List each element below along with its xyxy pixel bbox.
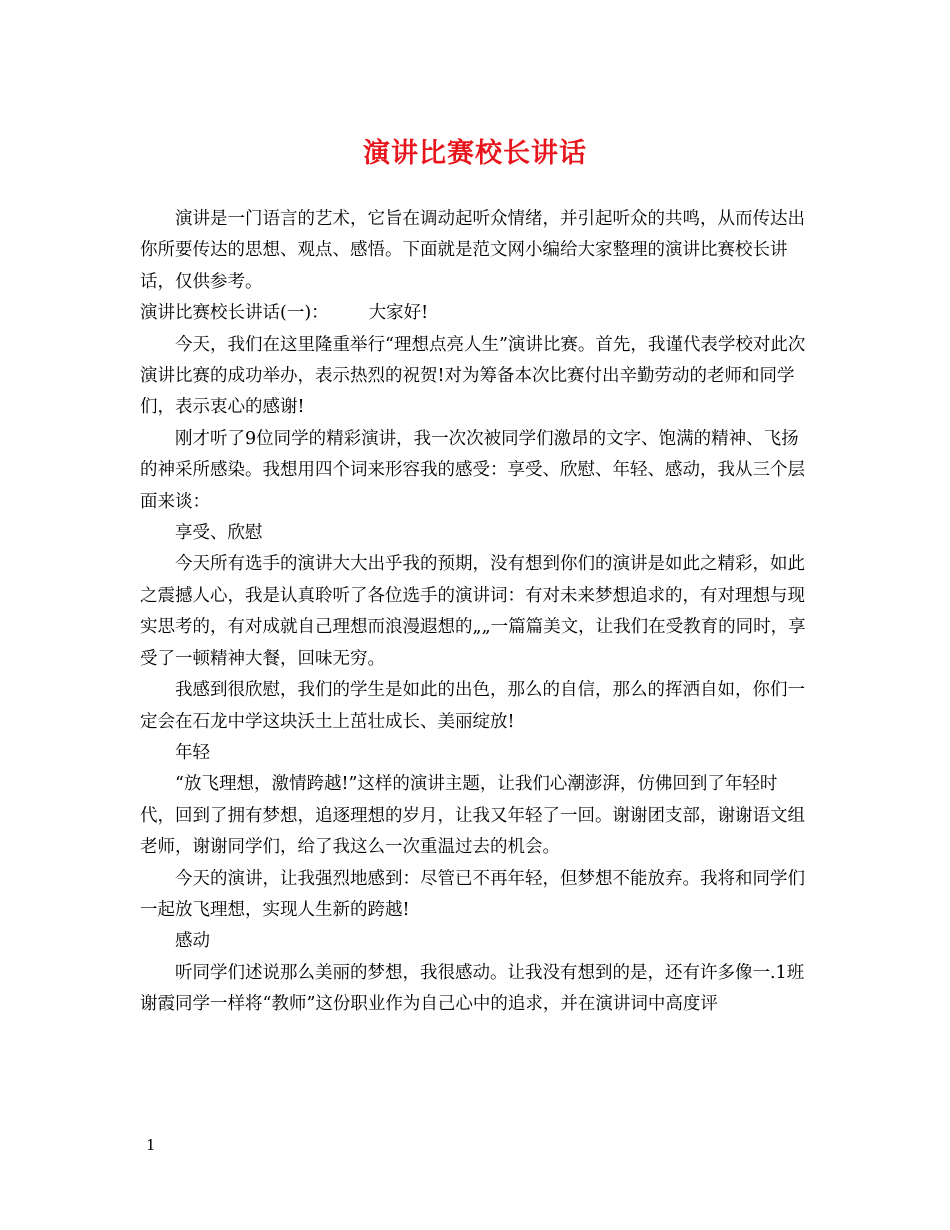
subheading: 年轻 [175,742,210,763]
paragraph: “放飞理想，激情跨越!”这样的演讲主题，让我们心潮澎湃，仿佛回到了年轻时代，回到了拥有梦想，追逐理想的岁月，让我又年轻了一回。谢谢团支部，谢谢语文组老师，谢谢同学们，给了我这么一次重温过去的机会。 [140,774,805,858]
paragraph: 听同学们述说那么美丽的梦想，我很感动。让我没有想到的是，还有许多像一.1班谢霞同学一样将“教师”这份职业作为自己心中的追求，并在演讲词中高度评 [140,962,805,1015]
section-heading: 演讲比赛校长讲话(一)： [140,303,329,324]
paragraph: 刚才听了9位同学的精彩演讲，我一次次被同学们激昂的文字、饱满的精神、飞扬的神采所感染。我想用四个词来形容我的感受：享受、欣慰、年轻、感动，我从三个层面来谈： [140,428,805,512]
subheading: 感动 [175,931,210,952]
paragraph: 今天的演讲，让我强烈地感到：尽管已不再年轻，但梦想不能放弃。我将和同学们一起放飞理想，实现人生新的跨越! [140,868,805,920]
paragraph: 今天所有选手的演讲大大出乎我的预期，没有想到你们的演讲是如此之精彩，如此之震撼人心，我是认真聆听了各位选手的演讲词：有对未来梦想追求的，有对理想与现实思考的，有对成就自己理想而浪漫遐想的„„一篇篇美文，让我们在受教育的同时，享受了一顿精神大餐，回味无穷。 [140,554,806,669]
document-title: 演讲比赛校长讲话 [363,138,587,169]
document-body [140,204,812,1021]
section-heading-line [140,298,812,329]
greeting: 大家好! [368,303,429,324]
subheading: 享受、欣慰 [175,523,263,544]
paragraph: 今天，我们在这里隆重举行“理想点亮人生”演讲比赛。首先，我谨代表学校对此次演讲比赛的成功举办，表示热烈的祝贺!对为筹备本次比赛付出辛勤劳动的老师和同学们，表示衷心的感谢! [140,334,806,418]
paragraph: 我感到很欣慰，我们的学生是如此的出色，那么的自信，那么的挥洒自如，你们一定会在石龙中学这块沃土上茁壮成长、美丽绽放! [140,680,805,732]
page-number: 1 [146,1136,156,1154]
intro-paragraph: 演讲是一门语言的艺术，它旨在调动起听众情绪，并引起听众的共鸣，从而传达出你所要传达的思想、观点、感悟。下面就是范文网小编给大家整理的演讲比赛校长讲话，仅供参考。 [140,209,805,292]
